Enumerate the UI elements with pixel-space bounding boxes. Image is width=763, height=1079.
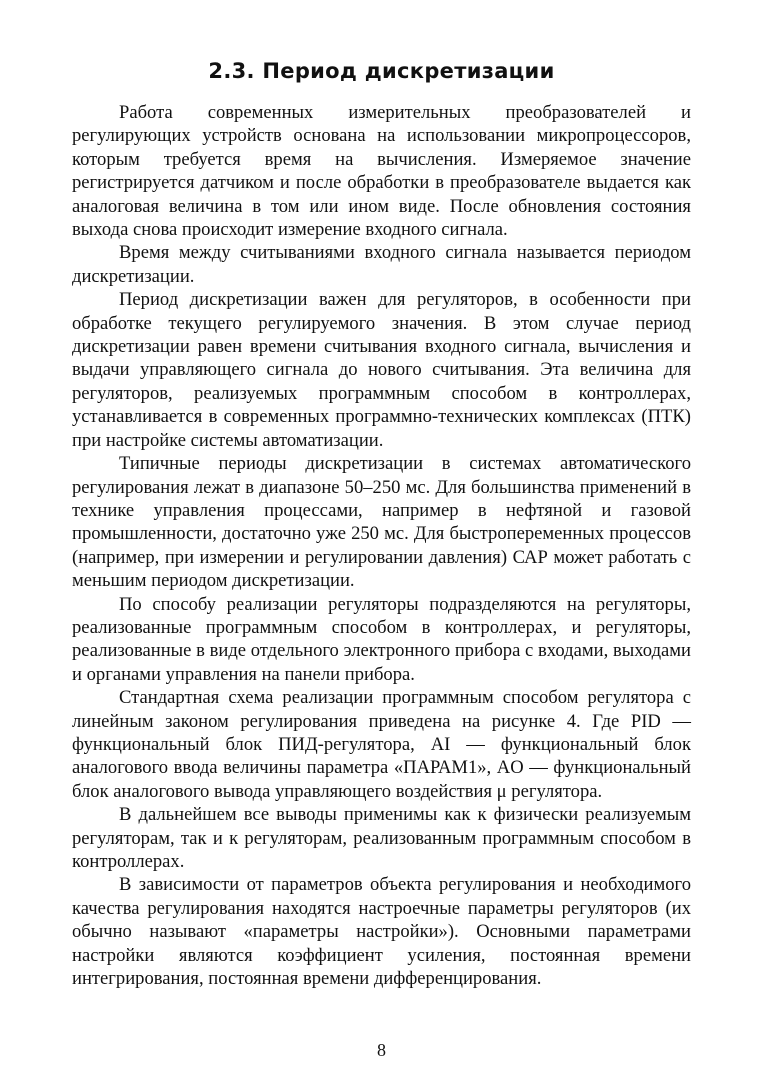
paragraph-5: По способу реализации регуляторы подразделяются на регуляторы, реализованные программным способом в контроллерах, и регуляторы, реализованные в виде отдельного электронного прибора с входами, выходами и органами управления на панели прибора. (72, 593, 691, 685)
section-heading: 2.3. Период дискретизации (208, 59, 555, 83)
paragraph-1: Работа современных измерительных преобразователей и регулирующих устройств основана на использовании микропроцессоров, которым требуется время на вычисления. Измеряемое значение регистрируется датчиком и после обработки в преобразователе выдается как аналоговая величина в том или ином виде. После обновления состояния выхода снова происходит измерение входного сигнала. (72, 102, 691, 241)
paragraph-2: Время между считываниями входного сигнала называется периодом дискретизации. (72, 242, 691, 287)
paragraph-6: Стандартная схема реализации программным способом регулятора с линейным законом регулирования приведена на рисунке 4. Где PID — функциональный блок ПИД-регулятора, AI — функциональный блок аналогового ввода величины параметра «ПАРАМ1», AO — функциональный блок аналогового вывода управляющего воздействия μ регулятора. (72, 687, 691, 802)
paragraph-7: В дальнейшем все выводы применимы как к физически реализуемым регуляторам, так и к регуляторам, реализованным программным способом в контроллерах. (72, 804, 691, 872)
paragraph-3: Период дискретизации важен для регуляторов, в особенности при обработке текущего регулируемого значения. В этом случае период дискретизации равен времени считывания входного сигнала, вычисления и выдачи управляющего сигнала до нового считывания. Эта величина для регуляторов, реализуемых программным способом в контроллерах, устанавливается в современных программно-технических комплексах (ПТК) при настройке системы автоматизации. (72, 289, 691, 451)
paragraph-8: В зависимости от параметров объекта регулирования и необходимого качества регулирования находятся настроечные параметры регуляторов (их обычно называют «параметры настройки»). Основными параметрами настройки являются коэффициент усиления, постоянная времени интегрирования, постоянная времени дифференцирования. (72, 874, 691, 990)
page-number: 8 (377, 1040, 386, 1060)
paragraph-4: Типичные периоды дискретизации в системах автоматического регулирования лежат в диапазоне 50–250 мс. Для большинства применений в технике управления процессами, например в нефтяной и газовой промышленности, достаточно уже 250 мс. Для быстропеременных процессов (например, при измерении и регулировании давления) САР может работать с меньшим периодом дискретизации. (72, 453, 691, 592)
document-page (72, 50, 691, 990)
